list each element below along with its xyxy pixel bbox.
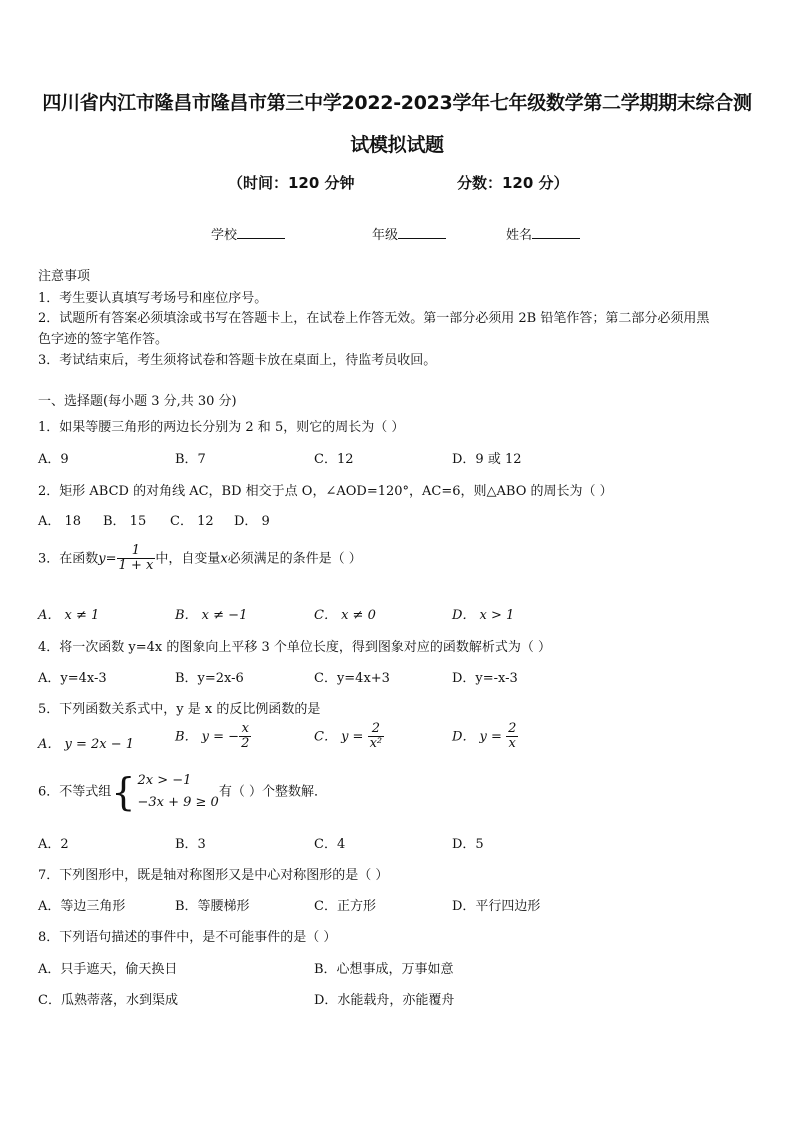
grade-blank [398,226,446,239]
note-item: 2．试题所有答案必须填涂或书写在答题卡上，在试卷上作答无效。第一部分必须用 2B 铅笔作答；第二部分必须用黑 [38,311,710,326]
question-2: 2．矩形 ABCD 的对角线 AC，BD 相交于点 O，∠AOD=120°，AC=6，则△ABO 的周长为（ ） [38,484,613,499]
q1-option-b: B．7 [175,452,206,467]
q6-option-a: A．2 [38,837,69,852]
q5-d-prefix: D． y = [452,729,502,745]
q4-option-a: A．y=4x-3 [38,671,107,686]
q5-b-prefix: B． y = − [175,729,240,745]
question-8: 8．下列语句描述的事件中，是不可能事件的是（ ） [38,930,337,945]
q4-option-d: D．y=-x-3 [452,671,518,686]
q1-option-d: D．9 或 12 [452,452,522,467]
q7-option-a: A．等边三角形 [38,899,126,914]
q2-option-d: D． 9 [234,514,270,529]
q6-inequality-1: 2x > −1 [137,773,192,788]
q3-y: y [98,551,106,567]
exam-title-line2: 试模拟试题 [350,134,444,156]
q5-b-numerator: x [239,722,251,737]
q8-option-c: C．瓜熟蒂落，水到渠成 [38,993,178,1008]
q6-option-c: C．4 [314,837,346,852]
q4-option-c: C．y=4x+3 [314,671,390,686]
q5-c-denominator: x² [369,736,383,752]
school-blank [237,226,285,239]
question-7: 7．下列图形中，既是轴对称图形又是中心对称图形的是（ ） [38,868,389,883]
q5-c-numerator: 2 [368,722,385,737]
exam-title-line1: 四川省内江市隆昌市隆昌市第三中学2022-2023学年七年级数学第二学期期末综合测 [42,92,752,114]
grade-label: 年级 [372,228,399,243]
q3-option-b: B． x ≠ −1 [175,608,248,623]
q5-d-denominator: x [508,736,516,752]
note-item: 3．考试结束后，考生须将试卷和答题卡放在桌面上，待监考员收回。 [38,353,437,368]
q5-c-prefix: C． y = [314,729,364,745]
q5-d-numerator: 2 [508,721,517,736]
q5-b-denominator: 2 [241,736,250,752]
q3-option-d: D． x > 1 [452,608,515,623]
q3-option-a: A． x ≠ 1 [38,608,100,623]
name-blank [532,226,580,239]
q3-tail: 必须满足的条件是（ ） [227,551,362,567]
brace-icon: { [111,770,136,814]
q3-denominator: 1 + x [118,558,154,574]
q8-option-b: B．心想事成，万事如意 [314,962,454,977]
q6-inequality-2: −3x + 9 ≥ 0 [137,795,219,810]
total-score: 分数：120 分） [457,174,569,192]
name-label: 姓名 [506,228,533,243]
notes-title: 注意事项 [38,269,91,284]
q3-middle: 中，自变量 [155,551,221,567]
q5-d-fraction [506,722,518,752]
q5-option-c [314,722,384,752]
school-field [211,224,285,243]
time-limit: （时间：120 分钟 [228,174,355,192]
question-3 [38,544,362,574]
q7-option-d: D．平行四边形 [452,899,541,914]
q6-option-b: B．3 [175,837,206,852]
grade-field [372,224,446,243]
section-heading: 一、选择题(每小题 3 分,共 30 分) [38,394,237,409]
q1-option-a: A．9 [38,452,69,467]
q3-x: x [220,551,228,567]
school-label: 学校 [211,228,238,243]
q2-option-b: B． 15 [103,514,147,529]
q6-option-d: D．5 [452,837,484,852]
q6-suffix: 有（ ）个整数解． [218,784,327,800]
q3-prefix: 3．在函数 [38,551,99,567]
q3-equals: = [105,551,117,567]
q7-option-c: C．正方形 [314,899,376,914]
q3-fraction [117,544,156,574]
question-4: 4．将一次函数 y=4x 的图象向上平移 3 个单位长度，得到图象对应的函数解析式为（ ） [38,640,552,655]
q1-option-c: C．12 [314,452,354,467]
q6-prefix: 6．不等式组 [38,784,112,800]
q5-option-d [452,722,518,752]
name-field [506,224,580,243]
q7-option-b: B．等腰梯形 [175,899,250,914]
question-6 [38,770,327,814]
q8-option-a: A．只手遮天，偷天换日 [38,962,178,977]
q2-option-c: C． 12 [170,514,214,529]
q5-option-b [175,722,251,752]
q2-option-a: A． 18 [38,514,82,529]
q8-option-d: D．水能载舟，亦能覆舟 [314,993,455,1008]
question-5: 5．下列函数关系式中，y 是 x 的反比例函数的是 [38,702,321,717]
q5-c-fraction [368,722,385,752]
q4-option-b: B．y=2x-6 [175,671,244,686]
q5-option-a: A． y = 2x − 1 [38,737,135,752]
note-item: 色字迹的签字笔作答。 [38,332,169,347]
q3-option-c: C． x ≠ 0 [314,608,376,623]
q5-b-fraction [239,722,251,752]
q3-numerator: 1 [117,544,156,559]
note-item: 1．考生要认真填写考场号和座位序号。 [38,291,268,306]
q6-system [137,770,218,814]
question-1: 1．如果等腰三角形的两边长分别为 2 和 5，则它的周长为（ ） [38,420,405,435]
